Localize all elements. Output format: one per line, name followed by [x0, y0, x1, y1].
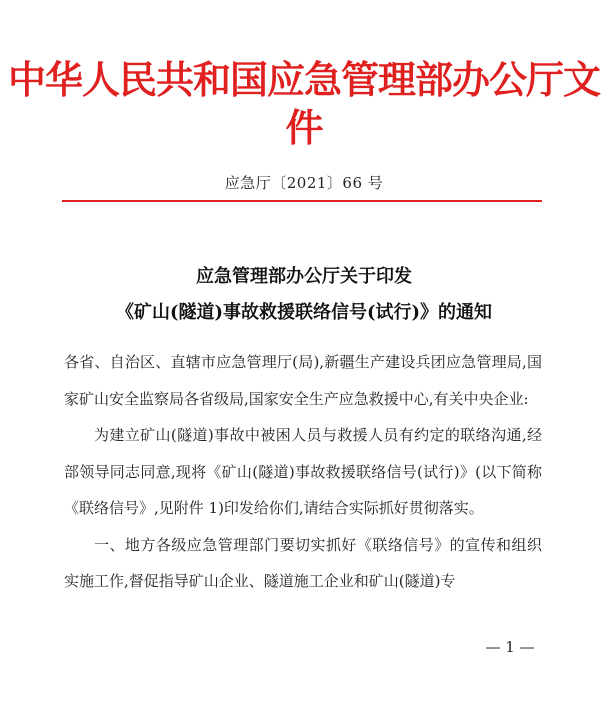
document-header-title: 中华人民共和国应急管理部办公厅文件 — [7, 57, 600, 150]
notice-title-line-2: 《矿山(隧道)事故救援联络信号(试行)》的通知 — [115, 302, 493, 323]
recipients-paragraph: 各省、自治区、直辖市应急管理厅(局),新疆生产建设兵团应急管理局,国家矿山安全监察局各省级局,国家安全生产应急救援中心,有关中央企业: — [64, 353, 542, 408]
document-body — [64, 344, 542, 600]
body-paragraph-2: 一、地方各级应急管理部门要切实抓好《联络信号》的宣传和组织实施工作,督促指导矿山企业、隧道施工企业和矿山(隧道)专 — [64, 535, 542, 590]
page-number: — 1 — — [485, 638, 535, 656]
body-paragraph-1: 为建立矿山(隧道)事故中被困人员与救援人员有约定的联络沟通,经部领导同志同意,现将《矿山(隧道)事故救援联络信号(试行)》(以下简称《联络信号》,见附件 1)印发给你们,请结合实际抓好贯彻落实。 — [64, 426, 542, 517]
notice-title-line-1: 应急管理部办公厅关于印发 — [196, 266, 412, 287]
red-divider-line — [62, 200, 542, 202]
document-number: 应急厅〔2021〕66 号 — [224, 174, 384, 192]
